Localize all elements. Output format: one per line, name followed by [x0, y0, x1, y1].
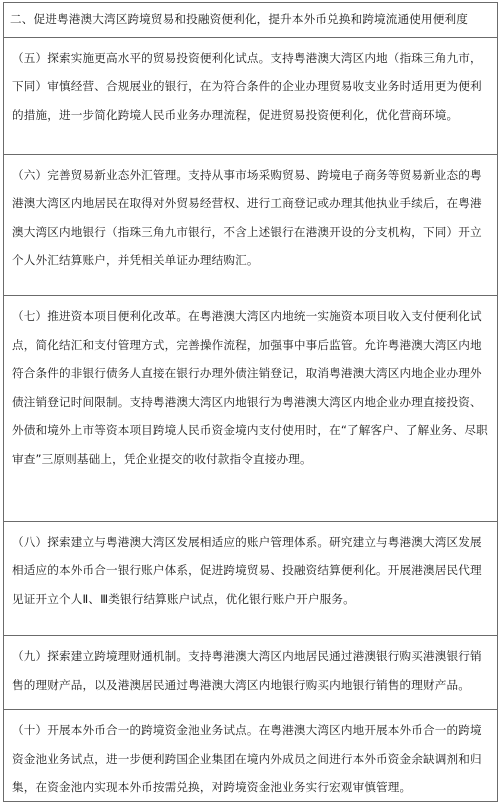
section-heading: 二、促进粤港澳大湾区跨境贸易和投融资便利化，提升本外币兑换和跨境流通使用便利度: [10, 12, 469, 26]
clause-9: （九）探索建立跨境理财通机制。支持粤港澳大湾区内地居民通过港澳银行购买港澳银行销售的理财产品，以及港澳居民通过粤港澳大湾区内地银行购买内地银行销售的理财产品。: [4, 635, 497, 709]
clause-6: （六）完善贸易新业态外汇管理。支持从事市场采购贸易、跨境电子商务等贸易新业态的粤港澳大湾区内地居民在取得对外贸易经营权、进行工商登记或办理其他执业手续后，在粤港澳大湾区内地银行（指珠三角九市银行，不含上述银行在港澳开设的分支机构，下同）开立个人外汇结算账户，并凭相关单证办理结购汇。: [4, 154, 497, 296]
policy-table: [3, 2, 498, 802]
clause-5: （五）探索实施更高水平的贸易投资便利化试点。支持粤港澳大湾区内地（指珠三角九市，下同）审慎经营、合规展业的银行，在为符合条件的企业办理贸易收支业务时适用更为便利的措施，进一步简化跨境人民币业务办理流程，促进贸易投资便利化，优化营商环境。: [4, 37, 497, 154]
clause-10: （十）开展本外币合一的跨境资金池业务试点。在粤港澳大湾区内地开展本外币合一的跨境资金池业务试点，进一步便利跨国企业集团在境内外成员之间进行本外币资金余缺调剂和归集，在资金池内实现本外币按需兑换，对跨境资金池业务实行宏观审慎管理。: [4, 709, 497, 801]
clause-7: （七）推进资本项目便利化改革。在粤港澳大湾区内地统一实施资本项目收入支付便利化试点，简化结汇和支付管理方式，完善操作流程，加强事中事后监管。允许粤港澳大湾区内地符合条件的非银行债务人直接在银行办理外债注销登记，取消粤港澳大湾区内地企业办理外债注销登记时间限制。支持粤港澳大湾区内地银行为粤港澳大湾区内地企业办理直接投资、外债和境外上市等资本项目跨境人民币资金境内支付使用时，在“了解客户、了解业务、尽职审查”三原则基础上，凭企业提交的收付款指令直接办理。: [4, 295, 497, 520]
clause-8: （八）探索建立与粤港澳大湾区发展相适应的账户管理体系。研究建立与粤港澳大湾区发展相适应的本外币合一银行账户体系，促进跨境贸易、投融资结算便利化。开展港澳居民代理见证开立个人Ⅱ、Ⅲ类银行结算账户试点，优化银行账户开户服务。: [4, 521, 497, 636]
